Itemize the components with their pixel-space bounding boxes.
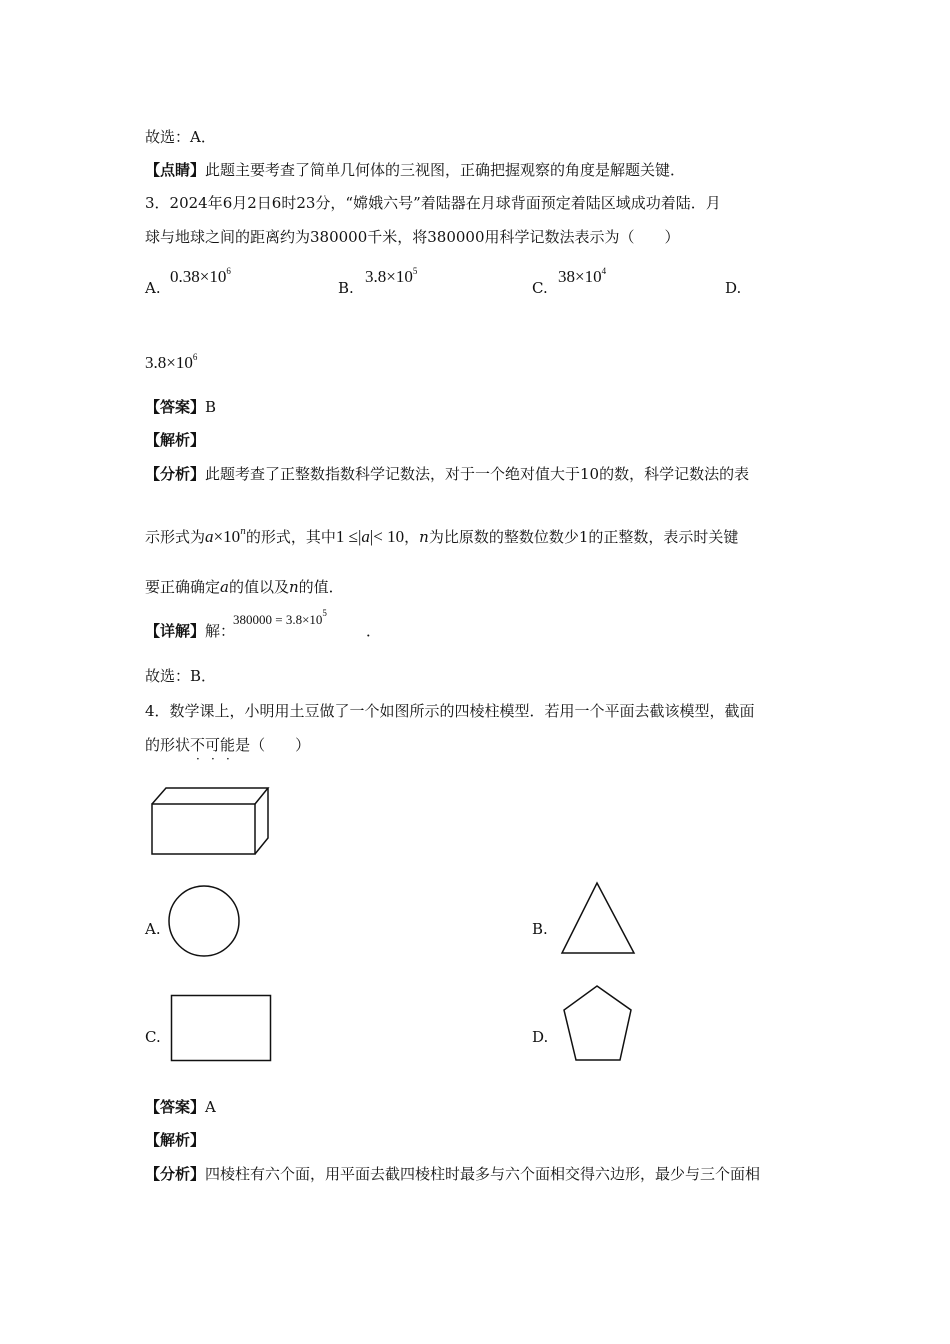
q3-answer: 【答案】B <box>145 398 217 416</box>
q3-detail-end: ． <box>366 622 382 640</box>
q3-option-b-expr: $3.8\times 10^5$ <box>365 266 418 286</box>
q3-choice: 故选：B． <box>145 667 217 685</box>
q3-fenxi-line1: 【分析】此题考查了正整数指数科学记数法，对于一个绝对值大于10的数，科学记数法的表 <box>145 465 750 483</box>
q3-detail-expr: $380000 = 3.8\times 10^5$ <box>233 608 327 627</box>
prev-choice: 故选：A． <box>145 128 216 146</box>
rectangle-shape <box>169 993 273 1063</box>
q3-detail: 【详解】解： <box>145 622 236 640</box>
q3-option-a-expr: $0.38\times 10^6$ <box>170 266 231 286</box>
q3-stem-line1: 3．2024年6月2日6时23分，“嫦娥六号”着陆器在月球背面预定着陆区域成功着陆．月 <box>145 194 721 212</box>
q4-fenxi-line1: 【分析】四棱柱有六个面，用平面去截四棱柱时最多与六个面相交得六边形，最少与三个面相 <box>145 1165 761 1183</box>
q3-fenxi-line2: 示形式为$a\times 10^n$的形式，其中1 ≤|a|< 10，n为比原数的整数位数少1的正整数，表示时关键 <box>145 527 739 546</box>
q3-stem-line2: 球与地球之间的距离约为380000千米，将380000用科学记数法表示为（ ） <box>145 228 680 246</box>
q3-fenxi-line3: 要正确确定a的值以及n的值． <box>145 578 344 596</box>
q4-option-c-label: C. <box>145 1028 161 1046</box>
q3-option-c-expr: $38\times 10^4$ <box>558 266 607 286</box>
q4-stem-line2: 的形状不 · 可 · 能 · 是（ ） <box>145 736 311 766</box>
emphasis-char: 能 · <box>220 736 236 766</box>
emphasis-char: 可 · <box>205 736 221 766</box>
prism-figure <box>148 784 273 858</box>
q4-answer: 【答案】A <box>145 1098 216 1116</box>
q3-option-c-label: C. <box>532 279 548 297</box>
q4-option-d-label: D. <box>532 1028 549 1046</box>
q4-analysis-tag: 【解析】 <box>145 1131 206 1149</box>
q3-option-a-label: A. <box>145 279 161 297</box>
q4-option-a-label: A. <box>145 920 161 938</box>
q3-option-d-expr: $3.8\times 10^6$ <box>145 352 198 372</box>
triangle-shape <box>559 880 637 956</box>
pentagon-shape <box>561 983 635 1063</box>
q4-stem-line1: 4．数学课上，小明用土豆做了一个如图所示的四棱柱模型．若用一个平面去截该模型，截面 <box>145 702 755 720</box>
emphasis-char: 不 · <box>190 736 206 766</box>
comment-text: 此题主要考查了简单几何体的三视图，正确把握观察的角度是解题关键． <box>205 161 686 179</box>
q3-option-d-label: D. <box>725 279 742 297</box>
circle-shape <box>166 884 242 958</box>
comment-tag: 【点睛】 <box>145 161 206 179</box>
q3-analysis-tag: 【解析】 <box>145 431 206 449</box>
prev-comment <box>145 160 685 180</box>
q3-option-b-label: B. <box>338 279 354 297</box>
q4-option-b-label: B. <box>532 920 548 938</box>
